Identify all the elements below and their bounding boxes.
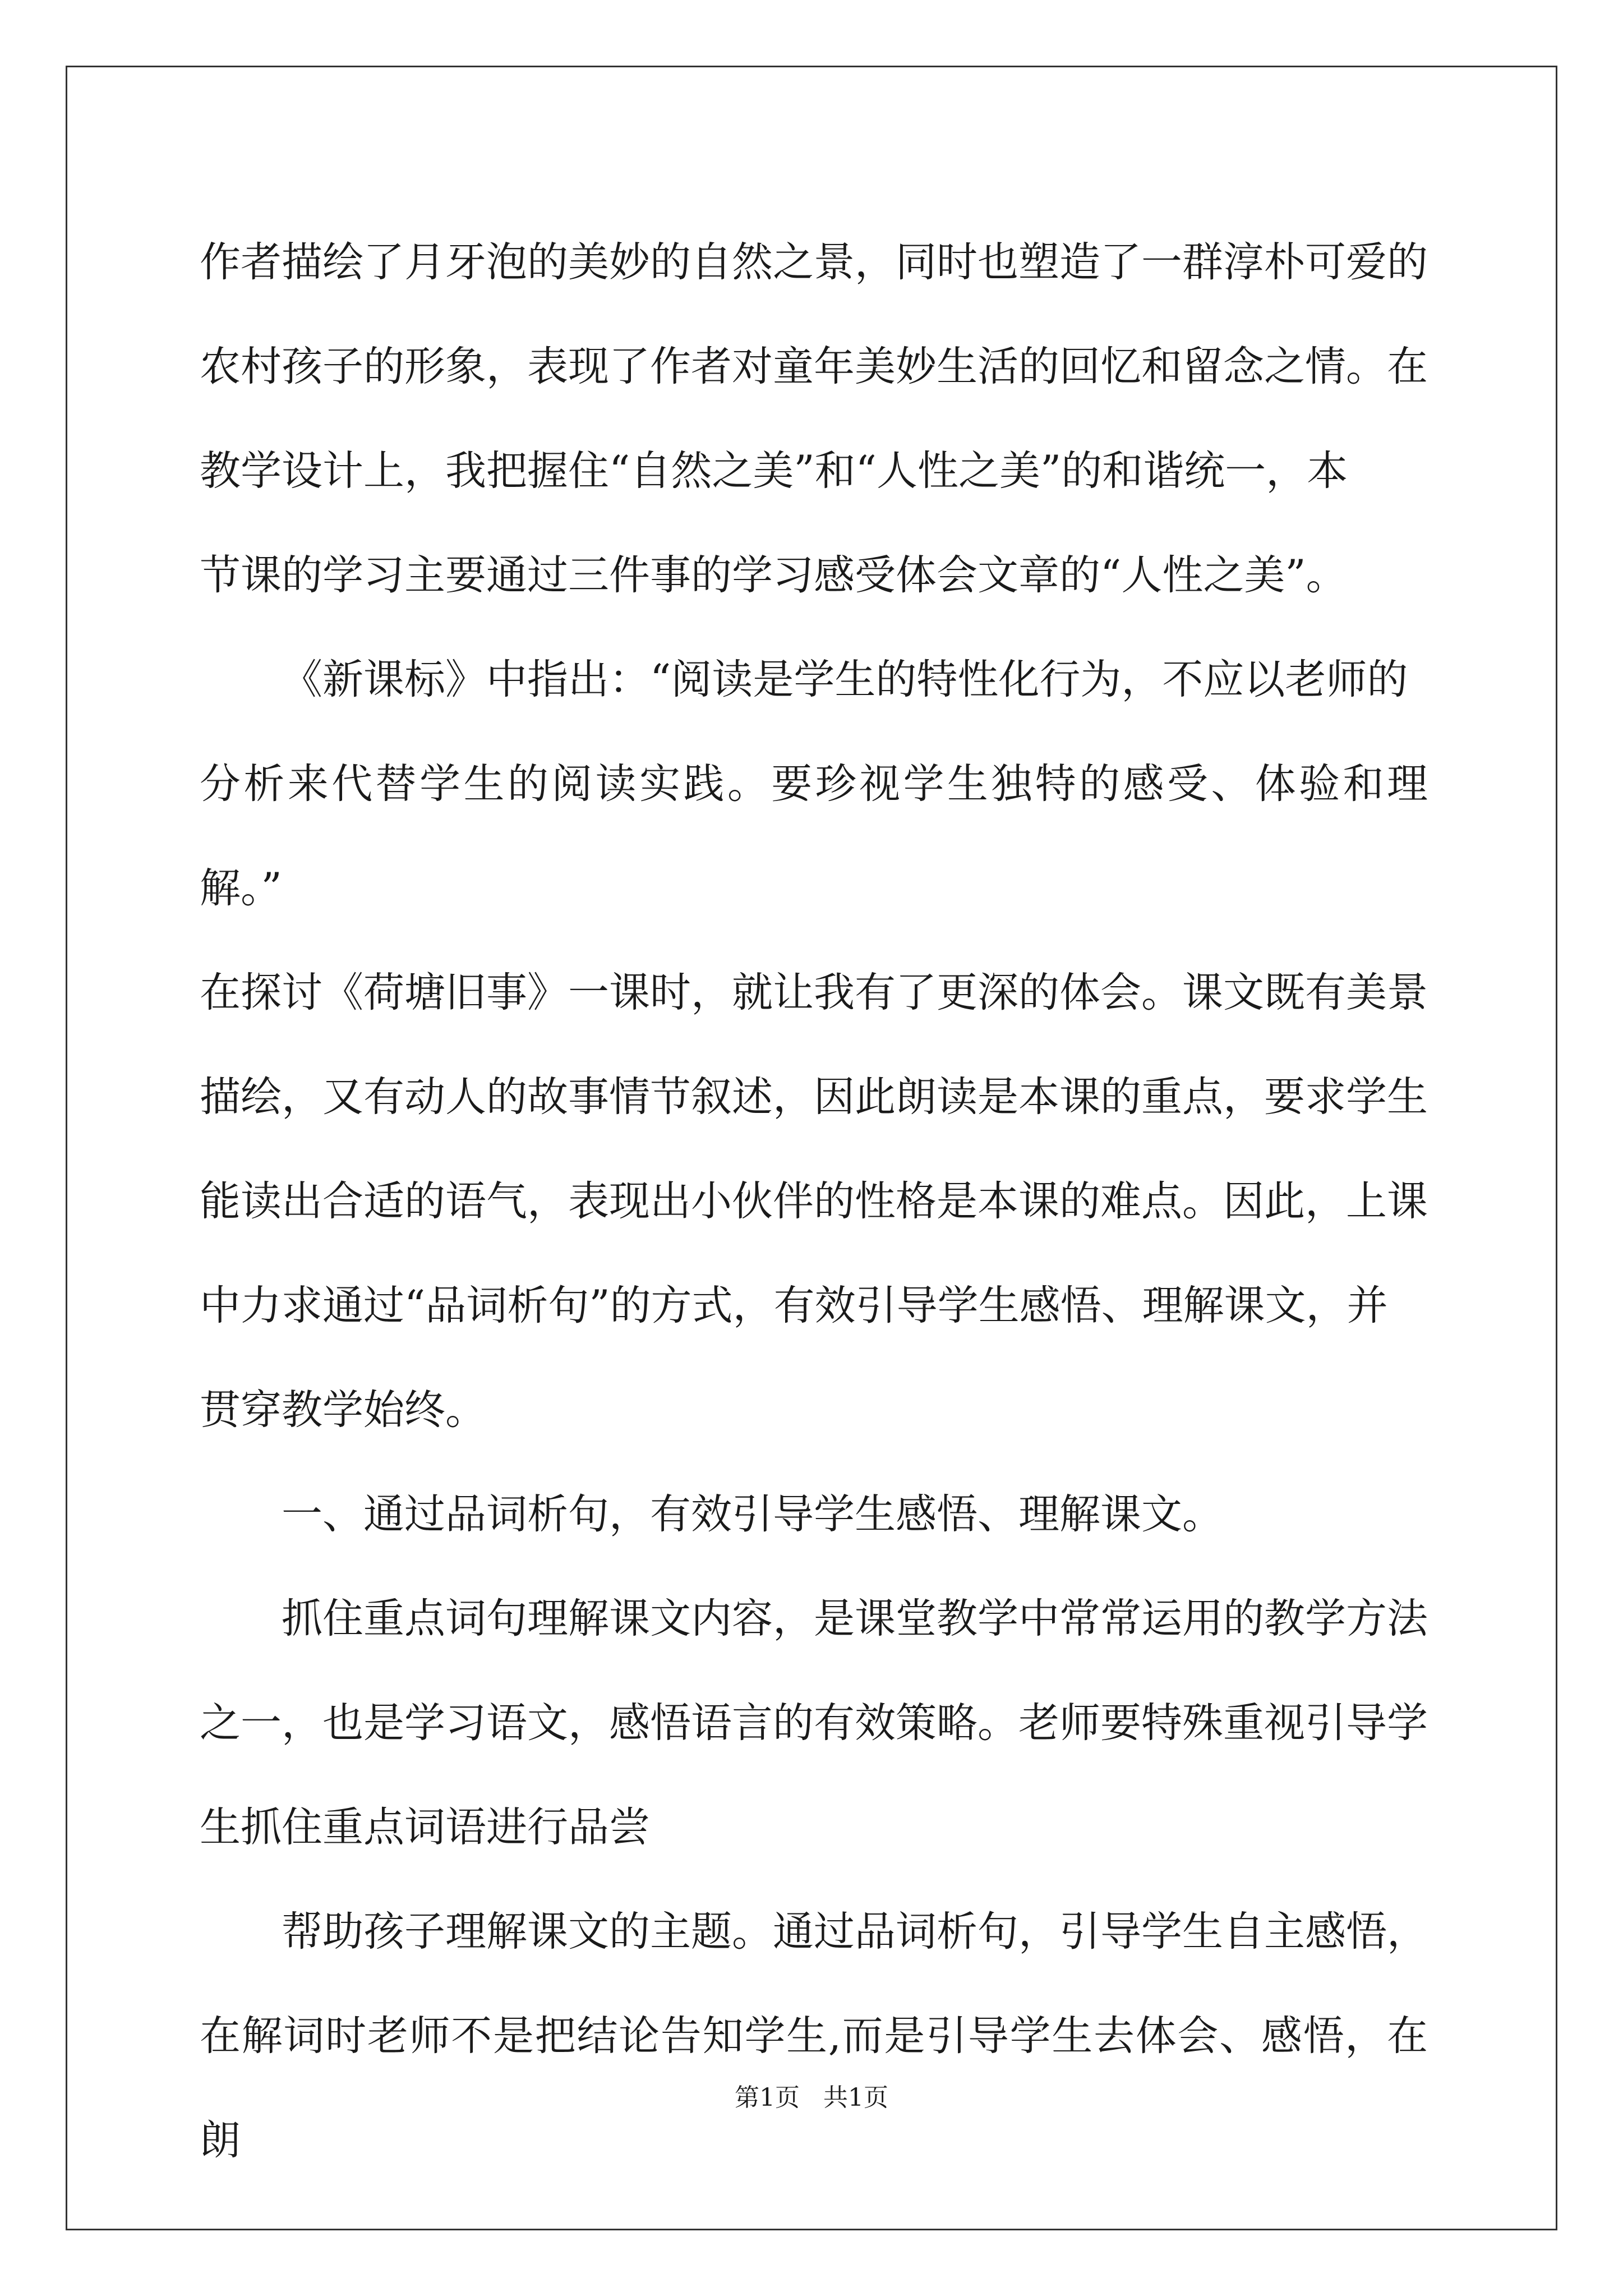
text-line: 农村孩子的形象，表现了作者对童年美妙生活的回忆和留念之情。在 <box>200 343 1428 390</box>
paragraph-5 <box>200 1880 1428 2193</box>
text-line: 在解词时老师不是把结论告知学生,而是引导学生去体会、感悟，在朗 <box>200 2012 1428 2164</box>
text-line: 中力求通过“品词析句”的方式，有效引导学生感悟、理解课文，并 <box>200 1282 1388 1329</box>
section-heading <box>200 1462 1428 1567</box>
text-line: 在探讨《荷塘旧事》一课时，就让我有了更深的体会。课文既有美景 <box>200 969 1428 1016</box>
document-body <box>200 210 1428 2193</box>
paragraph-1 <box>200 210 1428 628</box>
text-line: 教学设计上，我把握住“自然之美”和“人性之美”的和谐统一，本 <box>200 447 1348 495</box>
paragraph-4 <box>200 1567 1428 1880</box>
text-line: 分析来代替学生的阅读实践。要珍视学生独特的感受、体验和理解。” <box>200 760 1428 912</box>
text-line: 一、通过品词析句，有效引导学生感悟、理解课文。 <box>282 1490 1223 1538</box>
text-line: 生抓住重点词语进行品尝 <box>200 1803 650 1851</box>
text-line: 《新课标》中指出：“阅读是学生的特性化行为，不应以老师的 <box>282 656 1408 703</box>
text-line: 之一，也是学习语文，感悟语言的有效策略。老师要特殊重视引导学 <box>200 1699 1428 1747</box>
text-line: 作者描绘了月牙泡的美妙的自然之景，同时也塑造了一群淳朴可爱的 <box>200 238 1428 286</box>
text-line: 描绘，又有动人的故事情节叙述，因此朗读是本课的重点，要求学生 <box>200 1073 1428 1121</box>
text-line: 帮助孩子理解课文的主题。通过品词析句，引导学生自主感悟， <box>282 1908 1428 1955</box>
text-line: 贯穿教学始终。 <box>200 1386 486 1434</box>
page-number-footer: 第1页 共1页 <box>735 2083 888 2112</box>
text-line: 能读出合适的语气，表现出小伙伴的性格是本课的难点。因此，上课 <box>200 1177 1428 1225</box>
paragraph-2 <box>200 628 1428 1462</box>
text-line: 抓住重点词句理解课文内容，是课堂教学中常常运用的教学方法 <box>282 1595 1428 1642</box>
text-line: 节课的学习主要通过三件事的学习感受体会文章的“人性之美”。 <box>200 551 1347 599</box>
